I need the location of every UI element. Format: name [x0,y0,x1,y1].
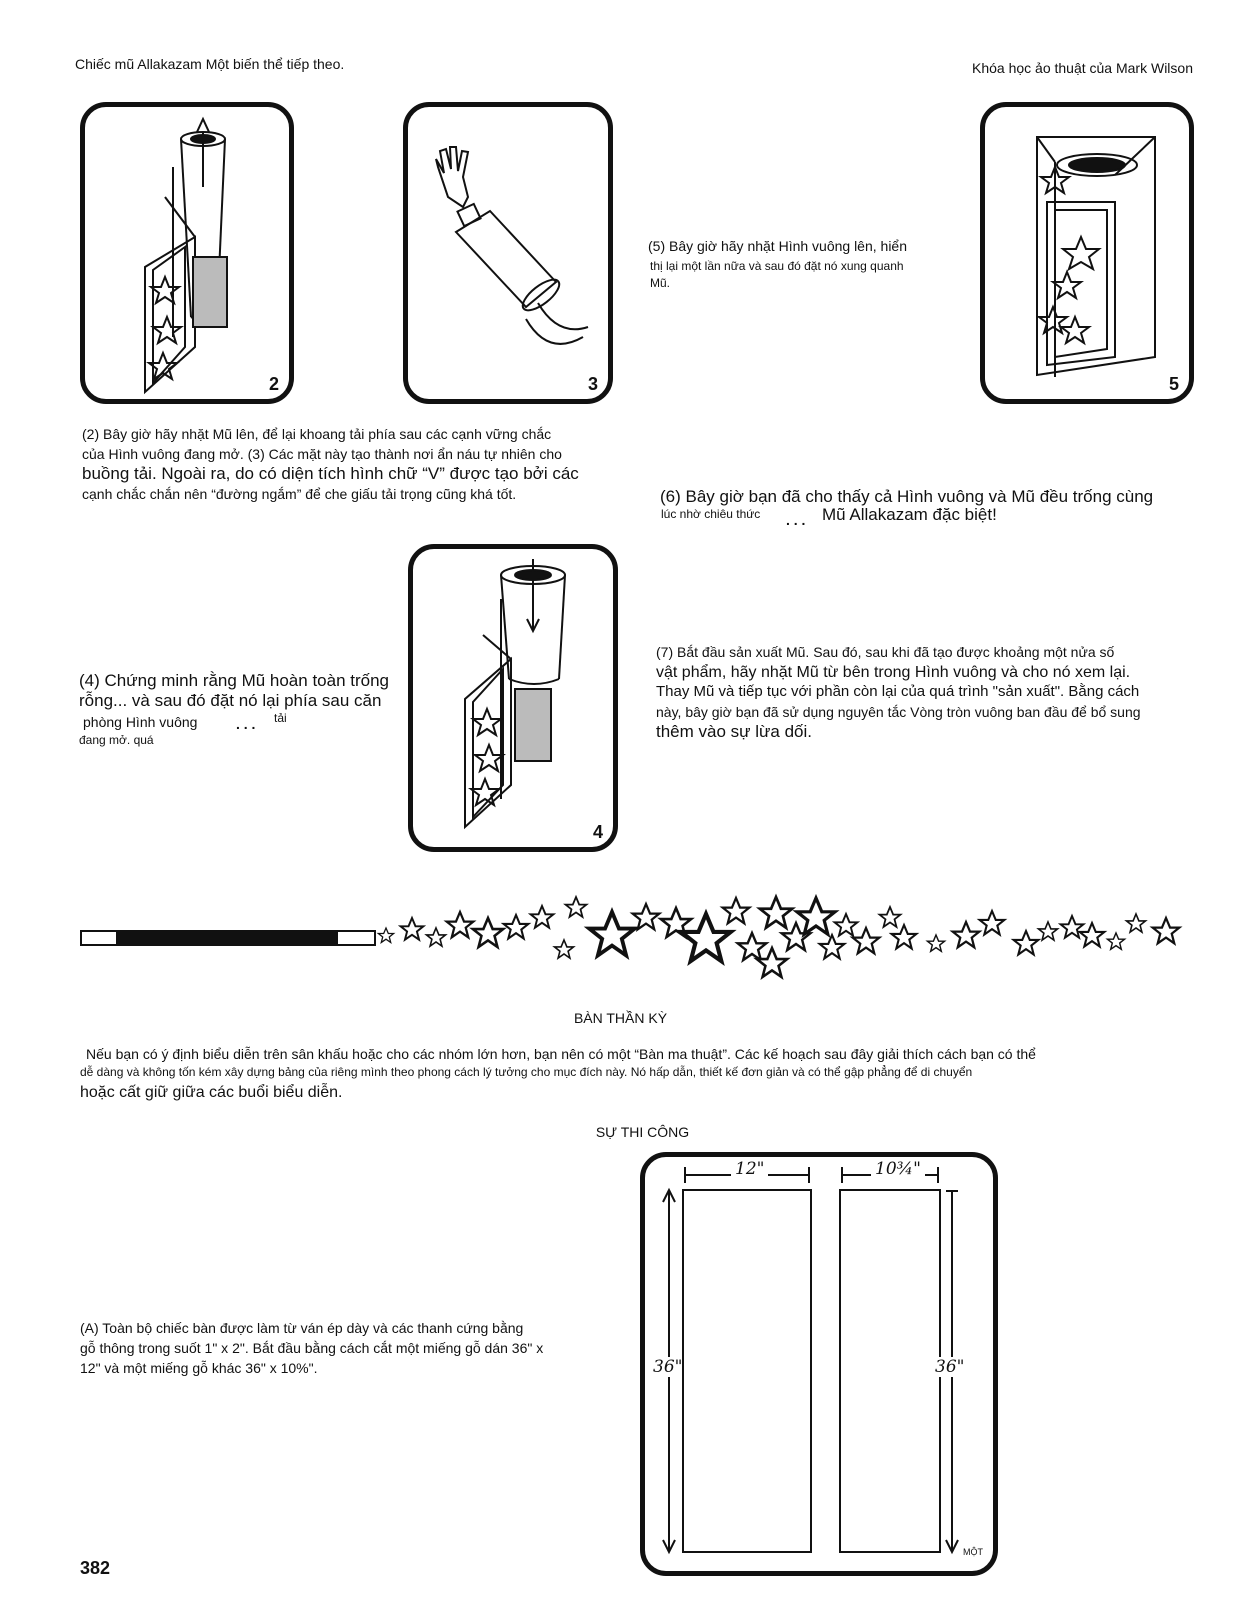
step5-line2: thị lại một lần nữa và sau đó đặt nó xung quanh [650,259,904,273]
step5-line3: Mũ. [650,276,671,290]
step4-line1: (4) Chứng minh rằng Mũ hoàn toàn trống [79,671,390,690]
step2-line2: của Hình vuông đang mở. (3) Các mặt này tạo thành nơi ẩn náu tự nhiên cho [82,446,562,462]
construction-line3: 12" và một miếng gỗ khác 36" x 10%". [80,1360,318,1376]
step7-line3: Thay Mũ và tiếp tục với phần còn lại của quá trình "sản xuất". Bằng cách [656,683,1140,700]
dimension-height-left: 36" [653,1357,683,1377]
step7-line5: thêm vào sự lừa dối. [656,722,812,741]
dimension-width-12: 12" [731,1159,768,1179]
magic-table-line1: Nếu bạn có ý định biểu diễn trên sân khấu hoặc cho các nhóm lớn hơn, bạn nên có một “Bàn ma thuật”. Các kế hoạch sau đây giải thích cách bạn có thể [86,1046,1036,1062]
panel-number-2: 2 [268,374,279,394]
step4-line4: đang mở. quá [79,733,154,747]
magic-table-line3: hoặc cất giữ giữa các buổi biểu diễn. [80,1084,343,1101]
illustration-panel-4 [408,544,618,852]
hand-holding-hat-illustration [408,107,608,399]
construction-line1: (A) Toàn bộ chiếc bàn được làm từ ván ép dày và các thanh cứng bằng [80,1320,524,1336]
step2-line1: (2) Bây giờ hãy nhặt Mũ lên, để lại khoang tải phía sau các cạnh vững chắc [82,426,552,442]
dimension-height-right: 36" [935,1357,965,1377]
step4-dots: . . . [236,716,256,732]
magic-table-line2: dễ dàng và không tốn kém xây dựng bảng của riêng mình theo phong cách lý tưởng cho mục đích này. Nó hấp dẫn, thiết kế đơn giản và có thể gập phẳng để di chuyển [80,1065,973,1079]
step7-line4: này, bây giờ bạn đã sử dụng nguyên tắc Vòng tròn vuông ban đầu để bổ sung [656,704,1141,720]
panel-number-3: 3 [587,374,598,394]
illustration-panel-3 [403,102,613,404]
step6-line2b: Mũ Allakazam đặc biệt! [822,505,997,524]
step6-line2a: lúc nhờ chiêu thức [661,507,761,521]
wand-shaft [116,932,338,944]
hat-into-square-illustration [413,549,613,847]
magic-wand-divider [80,930,376,946]
step7-line1: (7) Bắt đầu sản xuất Mũ. Sau đó, sau khi đã tạo được khoảng một nửa số [656,644,1115,660]
section-heading-construction: SỰ THI CÔNG [595,1124,690,1140]
hat-and-square-illustration [85,107,289,399]
plywood-piece-10in [840,1190,940,1552]
panel-number-4: 4 [592,822,603,842]
panel-number-5: 5 [1168,374,1179,394]
piece-label-a: MỘT [963,1547,983,1557]
dimension-width-10: 10¾" [871,1159,925,1179]
illustration-panel-5 [980,102,1194,404]
stars-divider [376,878,1206,998]
plywood-piece-12in [683,1190,811,1552]
step2-line3: buồng tải. Ngoài ra, do có diện tích hình chữ “V” được tạo bởi các [82,464,579,483]
step4-line3b: tải [274,711,287,725]
step4-line3a: phòng Hình vuông [83,714,198,730]
step2-line4: cạnh chắc chắn nên “đường ngắm” để che giấu tải trọng cũng khá tốt. [82,486,517,502]
header-left: Chiếc mũ Allakazam Một biến thể tiếp theo. [75,56,345,72]
illustration-panel-2 [80,102,294,404]
section-heading-magic-table: BÀN THẦN KỲ [573,1010,668,1026]
step4-line2: rỗng... và sau đó đặt nó lại phía sau căn [79,691,382,710]
step6-dots: . . . [786,512,806,528]
construction-diagram [640,1152,998,1576]
construction-line2: gỗ thông trong suốt 1" x 2". Bắt đầu bằng cách cắt một miếng gỗ dán 36" x [80,1340,544,1356]
step5-line1: (5) Bây giờ hãy nhặt Hình vuông lên, hiển [648,238,908,254]
header-right: Khóa học ảo thuật của Mark Wilson [971,60,1193,76]
step7-line2: vật phẩm, hãy nhặt Mũ từ bên trong Hình vuông và cho nó xem lại. [656,664,1131,681]
step6-line1: (6) Bây giờ bạn đã cho thấy cả Hình vuông và Mũ đều trống cùng [660,487,1154,506]
square-around-hat-illustration [985,107,1189,399]
page-number: 382 [80,1558,111,1578]
